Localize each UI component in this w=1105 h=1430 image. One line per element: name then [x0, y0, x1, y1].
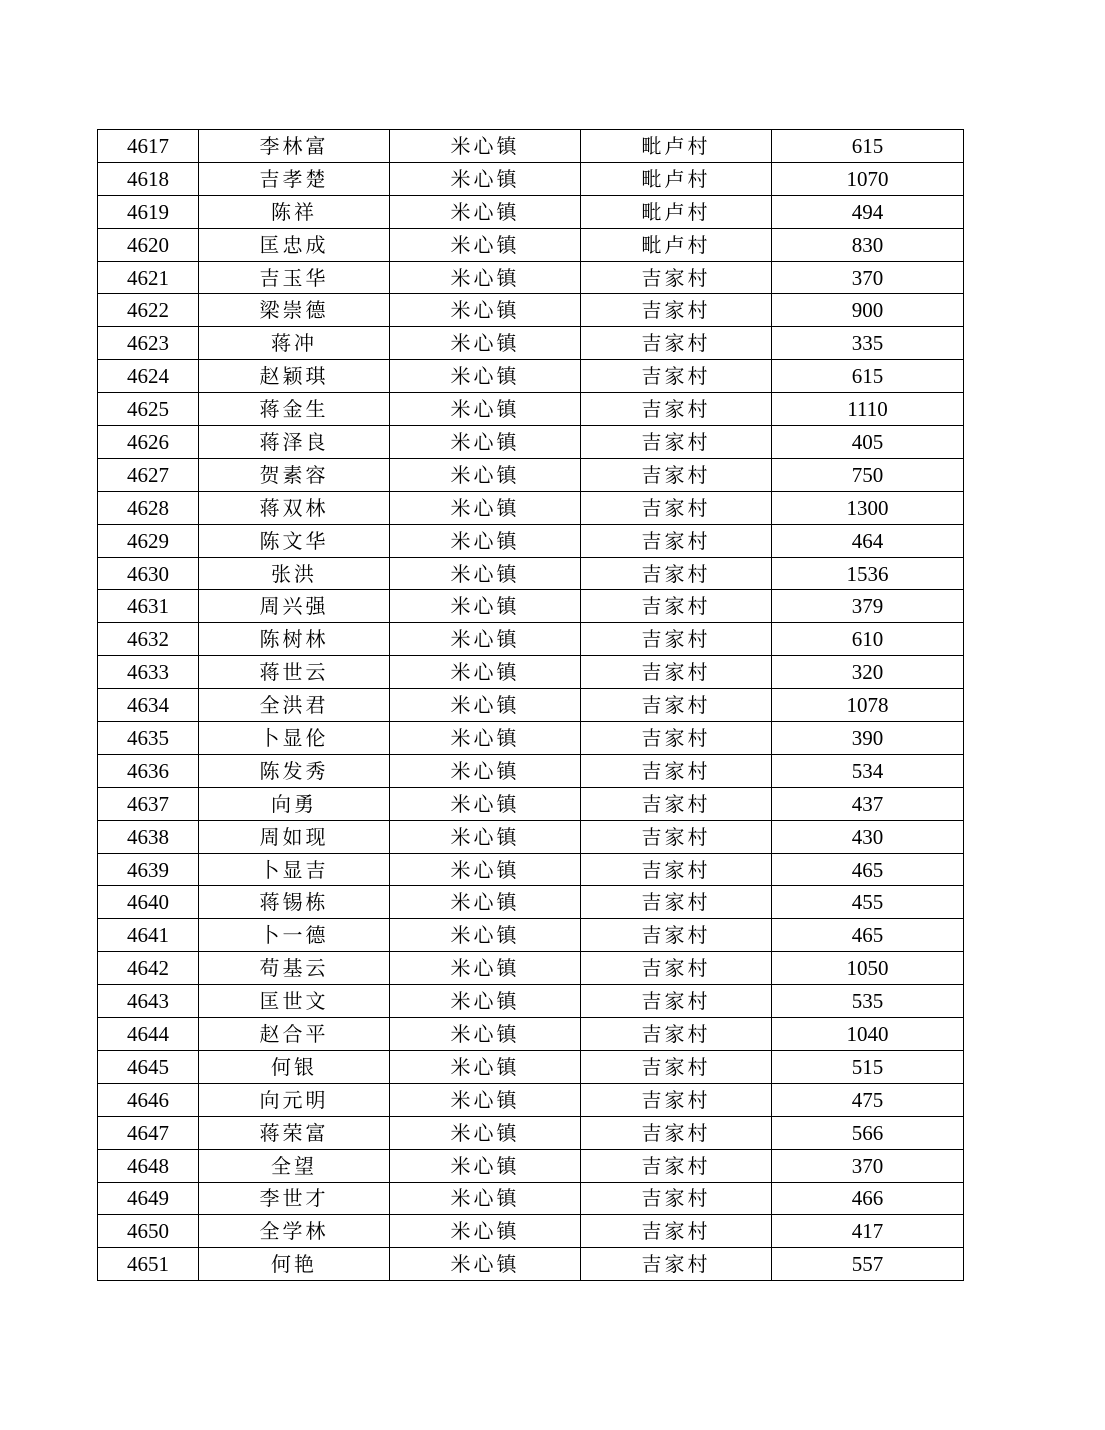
cell-name: 蒋双林: [199, 491, 390, 524]
cell-name: 陈祥: [199, 195, 390, 228]
table-row: [98, 261, 964, 294]
cell-amount: 455: [772, 886, 964, 919]
cell-village: 吉家村: [581, 952, 772, 985]
table-row: [98, 557, 964, 590]
cell-village: 吉家村: [581, 426, 772, 459]
cell-name: 张洪: [199, 557, 390, 590]
cell-number: 4626: [98, 426, 199, 459]
table-row: [98, 689, 964, 722]
cell-name: 蒋金生: [199, 393, 390, 426]
cell-village: 吉家村: [581, 689, 772, 722]
cell-village: 吉家村: [581, 1182, 772, 1215]
cell-name: 吉玉华: [199, 261, 390, 294]
cell-number: 4628: [98, 491, 199, 524]
table-row: [98, 1083, 964, 1116]
cell-name: 蒋世云: [199, 656, 390, 689]
cell-number: 4637: [98, 787, 199, 820]
cell-number: 4632: [98, 623, 199, 656]
cell-town: 米心镇: [390, 1050, 581, 1083]
cell-village: 吉家村: [581, 1050, 772, 1083]
cell-number: 4625: [98, 393, 199, 426]
cell-village: 吉家村: [581, 886, 772, 919]
cell-town: 米心镇: [390, 722, 581, 755]
table-row: [98, 853, 964, 886]
cell-town: 米心镇: [390, 1149, 581, 1182]
cell-town: 米心镇: [390, 162, 581, 195]
cell-amount: 610: [772, 623, 964, 656]
cell-amount: 615: [772, 130, 964, 163]
cell-number: 4647: [98, 1116, 199, 1149]
cell-number: 4623: [98, 327, 199, 360]
table-row: [98, 820, 964, 853]
cell-name: 向勇: [199, 787, 390, 820]
cell-name: 全洪君: [199, 689, 390, 722]
record-table: [97, 129, 964, 1281]
cell-town: 米心镇: [390, 820, 581, 853]
cell-village: 吉家村: [581, 722, 772, 755]
cell-village: 吉家村: [581, 1248, 772, 1281]
cell-number: 4644: [98, 1018, 199, 1051]
cell-town: 米心镇: [390, 1083, 581, 1116]
cell-number: 4651: [98, 1248, 199, 1281]
record-table-body: [98, 130, 964, 1281]
cell-name: 蒋荣富: [199, 1116, 390, 1149]
cell-town: 米心镇: [390, 1116, 581, 1149]
cell-amount: 535: [772, 985, 964, 1018]
cell-name: 卜显吉: [199, 853, 390, 886]
cell-town: 米心镇: [390, 590, 581, 623]
cell-amount: 1078: [772, 689, 964, 722]
table-row: [98, 1149, 964, 1182]
cell-village: 毗卢村: [581, 130, 772, 163]
cell-name: 李林富: [199, 130, 390, 163]
cell-number: 4629: [98, 524, 199, 557]
cell-village: 吉家村: [581, 261, 772, 294]
cell-town: 米心镇: [390, 1215, 581, 1248]
cell-village: 吉家村: [581, 557, 772, 590]
cell-town: 米心镇: [390, 557, 581, 590]
cell-name: 吉孝楚: [199, 162, 390, 195]
table-row: [98, 1215, 964, 1248]
cell-name: 匡忠成: [199, 228, 390, 261]
cell-village: 吉家村: [581, 1149, 772, 1182]
cell-name: 何艳: [199, 1248, 390, 1281]
cell-amount: 1040: [772, 1018, 964, 1051]
cell-name: 卜显伦: [199, 722, 390, 755]
cell-village: 吉家村: [581, 754, 772, 787]
cell-village: 毗卢村: [581, 228, 772, 261]
cell-town: 米心镇: [390, 294, 581, 327]
cell-amount: 437: [772, 787, 964, 820]
cell-name: 陈文华: [199, 524, 390, 557]
table-row: [98, 787, 964, 820]
cell-amount: 370: [772, 261, 964, 294]
cell-village: 吉家村: [581, 327, 772, 360]
cell-village: 吉家村: [581, 590, 772, 623]
cell-town: 米心镇: [390, 952, 581, 985]
cell-number: 4649: [98, 1182, 199, 1215]
cell-amount: 465: [772, 919, 964, 952]
cell-town: 米心镇: [390, 491, 581, 524]
table-row: [98, 327, 964, 360]
table-row: [98, 919, 964, 952]
cell-number: 4641: [98, 919, 199, 952]
cell-town: 米心镇: [390, 195, 581, 228]
cell-village: 吉家村: [581, 820, 772, 853]
cell-town: 米心镇: [390, 623, 581, 656]
cell-amount: 1070: [772, 162, 964, 195]
cell-name: 陈树林: [199, 623, 390, 656]
cell-amount: 1050: [772, 952, 964, 985]
cell-amount: 900: [772, 294, 964, 327]
cell-number: 4630: [98, 557, 199, 590]
cell-amount: 1110: [772, 393, 964, 426]
cell-amount: 335: [772, 327, 964, 360]
cell-amount: 465: [772, 853, 964, 886]
table-row: [98, 524, 964, 557]
table-row: [98, 294, 964, 327]
table-row: [98, 886, 964, 919]
cell-number: 4624: [98, 360, 199, 393]
cell-amount: 430: [772, 820, 964, 853]
cell-village: 吉家村: [581, 985, 772, 1018]
cell-name: 何银: [199, 1050, 390, 1083]
table-row: [98, 130, 964, 163]
cell-village: 毗卢村: [581, 162, 772, 195]
cell-amount: 417: [772, 1215, 964, 1248]
table-row: [98, 1018, 964, 1051]
cell-village: 吉家村: [581, 919, 772, 952]
table-row: [98, 1116, 964, 1149]
cell-number: 4622: [98, 294, 199, 327]
cell-name: 陈发秀: [199, 754, 390, 787]
cell-town: 米心镇: [390, 228, 581, 261]
cell-town: 米心镇: [390, 787, 581, 820]
cell-name: 梁崇德: [199, 294, 390, 327]
table-row: [98, 458, 964, 491]
table-row: [98, 1050, 964, 1083]
cell-amount: 494: [772, 195, 964, 228]
table-row: [98, 952, 964, 985]
cell-number: 4650: [98, 1215, 199, 1248]
cell-name: 蒋冲: [199, 327, 390, 360]
cell-village: 吉家村: [581, 656, 772, 689]
cell-village: 吉家村: [581, 853, 772, 886]
table-row: [98, 623, 964, 656]
cell-village: 吉家村: [581, 787, 772, 820]
cell-number: 4617: [98, 130, 199, 163]
cell-name: 周如现: [199, 820, 390, 853]
cell-name: 赵颖琪: [199, 360, 390, 393]
cell-name: 周兴强: [199, 590, 390, 623]
cell-number: 4643: [98, 985, 199, 1018]
cell-town: 米心镇: [390, 458, 581, 491]
cell-number: 4620: [98, 228, 199, 261]
cell-number: 4627: [98, 458, 199, 491]
cell-town: 米心镇: [390, 130, 581, 163]
cell-number: 4648: [98, 1149, 199, 1182]
cell-village: 吉家村: [581, 360, 772, 393]
cell-name: 赵合平: [199, 1018, 390, 1051]
table-row: [98, 590, 964, 623]
cell-amount: 615: [772, 360, 964, 393]
cell-number: 4638: [98, 820, 199, 853]
cell-number: 4619: [98, 195, 199, 228]
cell-number: 4642: [98, 952, 199, 985]
table-row: [98, 228, 964, 261]
cell-amount: 534: [772, 754, 964, 787]
cell-village: 吉家村: [581, 524, 772, 557]
cell-village: 吉家村: [581, 1116, 772, 1149]
cell-number: 4635: [98, 722, 199, 755]
cell-number: 4631: [98, 590, 199, 623]
cell-number: 4634: [98, 689, 199, 722]
cell-amount: 475: [772, 1083, 964, 1116]
table-row: [98, 1248, 964, 1281]
cell-town: 米心镇: [390, 689, 581, 722]
cell-village: 吉家村: [581, 294, 772, 327]
cell-town: 米心镇: [390, 261, 581, 294]
table-row: [98, 360, 964, 393]
cell-town: 米心镇: [390, 1182, 581, 1215]
cell-name: 匡世文: [199, 985, 390, 1018]
cell-amount: 750: [772, 458, 964, 491]
table-row: [98, 722, 964, 755]
cell-town: 米心镇: [390, 1248, 581, 1281]
cell-village: 吉家村: [581, 491, 772, 524]
cell-amount: 1536: [772, 557, 964, 590]
cell-number: 4640: [98, 886, 199, 919]
cell-amount: 830: [772, 228, 964, 261]
cell-village: 吉家村: [581, 393, 772, 426]
cell-town: 米心镇: [390, 524, 581, 557]
cell-amount: 405: [772, 426, 964, 459]
cell-town: 米心镇: [390, 919, 581, 952]
cell-village: 吉家村: [581, 458, 772, 491]
cell-name: 全望: [199, 1149, 390, 1182]
cell-amount: 1300: [772, 491, 964, 524]
cell-amount: 566: [772, 1116, 964, 1149]
table-row: [98, 426, 964, 459]
cell-village: 吉家村: [581, 1215, 772, 1248]
cell-name: 贺素容: [199, 458, 390, 491]
cell-amount: 557: [772, 1248, 964, 1281]
table-row: [98, 656, 964, 689]
cell-amount: 515: [772, 1050, 964, 1083]
table-row: [98, 754, 964, 787]
cell-number: 4645: [98, 1050, 199, 1083]
cell-name: 向元明: [199, 1083, 390, 1116]
cell-name: 李世才: [199, 1182, 390, 1215]
cell-number: 4639: [98, 853, 199, 886]
cell-number: 4618: [98, 162, 199, 195]
cell-amount: 370: [772, 1149, 964, 1182]
cell-number: 4621: [98, 261, 199, 294]
cell-town: 米心镇: [390, 656, 581, 689]
table-row: [98, 195, 964, 228]
cell-town: 米心镇: [390, 853, 581, 886]
table-row: [98, 1182, 964, 1215]
cell-amount: 466: [772, 1182, 964, 1215]
cell-number: 4636: [98, 754, 199, 787]
cell-town: 米心镇: [390, 426, 581, 459]
cell-town: 米心镇: [390, 360, 581, 393]
cell-village: 吉家村: [581, 1018, 772, 1051]
cell-town: 米心镇: [390, 754, 581, 787]
cell-town: 米心镇: [390, 393, 581, 426]
cell-town: 米心镇: [390, 985, 581, 1018]
cell-number: 4646: [98, 1083, 199, 1116]
table-row: [98, 985, 964, 1018]
cell-name: 苟基云: [199, 952, 390, 985]
cell-name: 全学林: [199, 1215, 390, 1248]
cell-name: 卜一德: [199, 919, 390, 952]
table-row: [98, 491, 964, 524]
table-row: [98, 393, 964, 426]
cell-town: 米心镇: [390, 327, 581, 360]
cell-town: 米心镇: [390, 1018, 581, 1051]
cell-amount: 390: [772, 722, 964, 755]
cell-name: 蒋泽良: [199, 426, 390, 459]
cell-name: 蒋锡栋: [199, 886, 390, 919]
cell-number: 4633: [98, 656, 199, 689]
cell-village: 毗卢村: [581, 195, 772, 228]
cell-amount: 464: [772, 524, 964, 557]
cell-amount: 379: [772, 590, 964, 623]
cell-town: 米心镇: [390, 886, 581, 919]
table-row: [98, 162, 964, 195]
cell-village: 吉家村: [581, 1083, 772, 1116]
cell-village: 吉家村: [581, 623, 772, 656]
cell-amount: 320: [772, 656, 964, 689]
